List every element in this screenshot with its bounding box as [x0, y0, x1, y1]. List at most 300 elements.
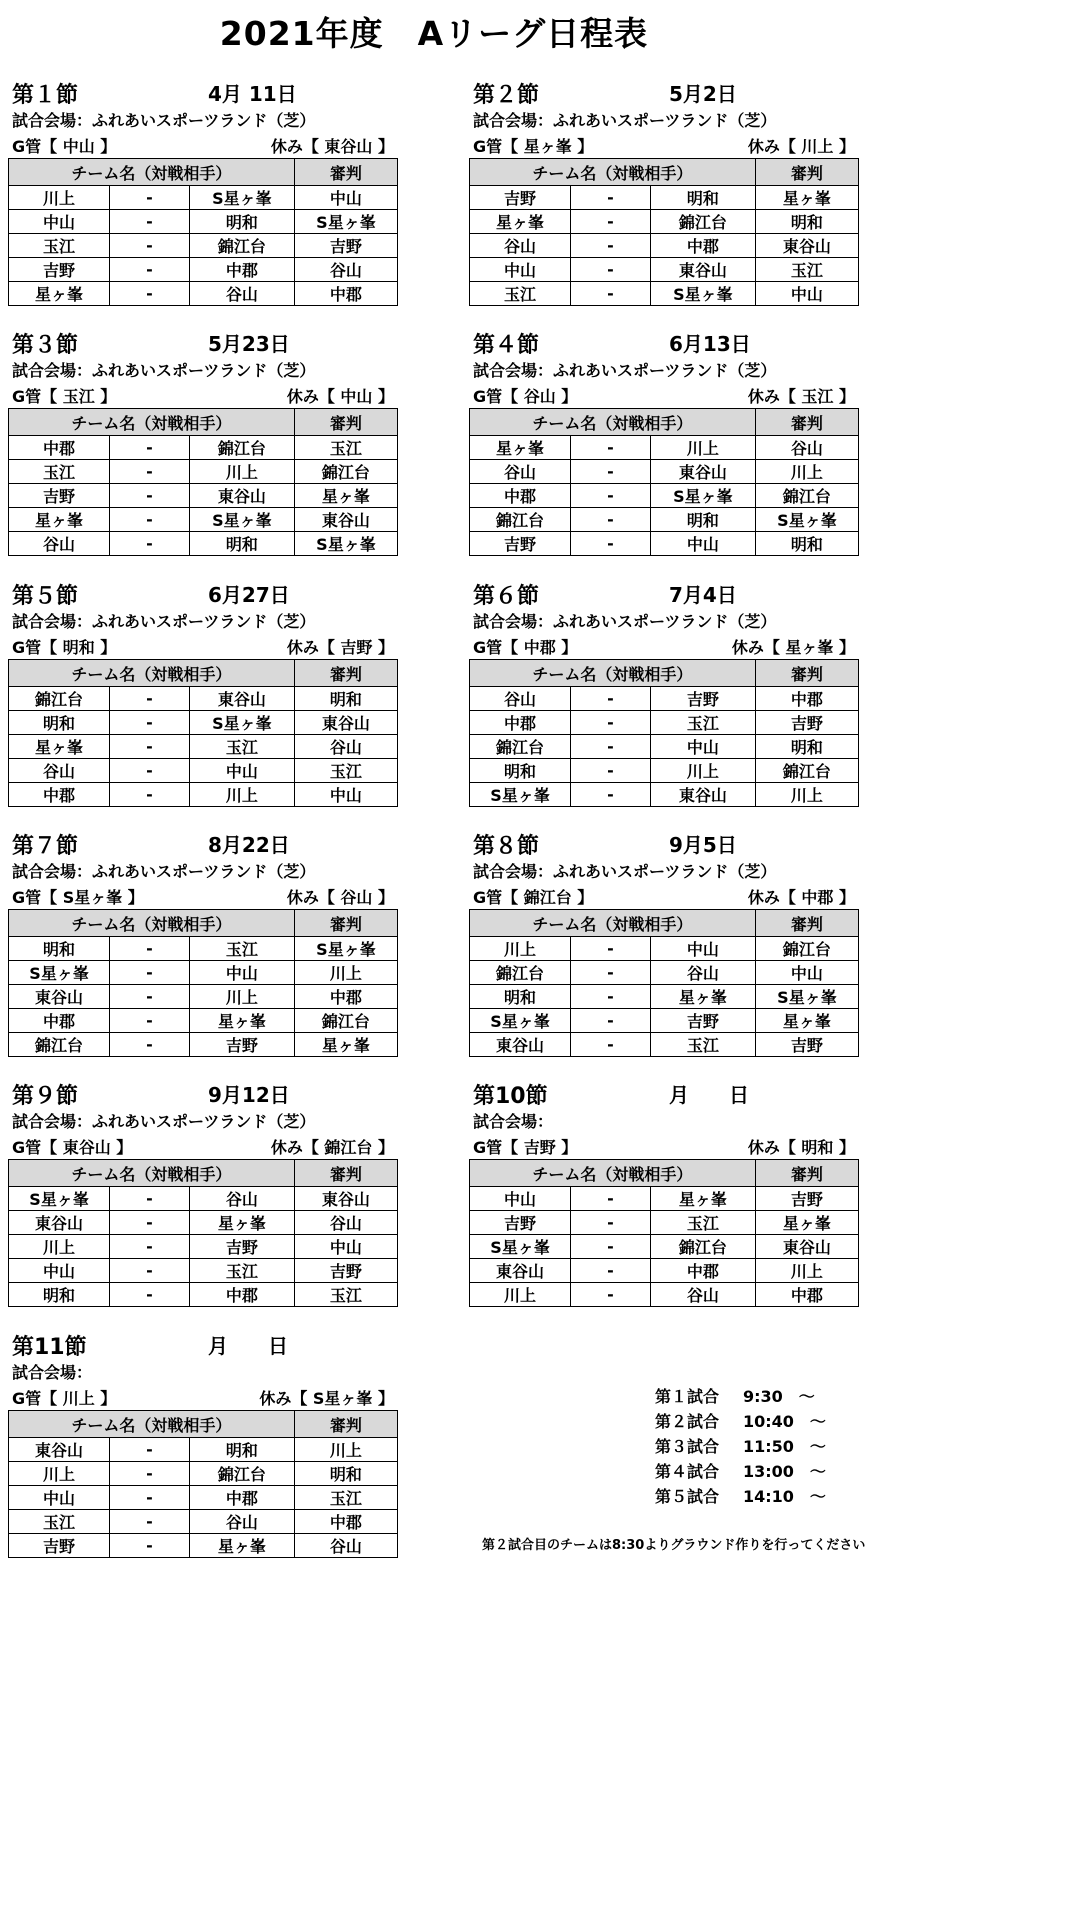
- team-home: 川上: [9, 186, 110, 210]
- team-away: 明和: [650, 186, 755, 210]
- team-away: S星ヶ峯: [650, 484, 755, 508]
- versus-dash: -: [571, 687, 651, 711]
- header-referee: 審判: [294, 1411, 397, 1438]
- round-section: [469, 577, 859, 807]
- team-away: S星ヶ峯: [189, 711, 294, 735]
- venue: 試合会場：ふれあいスポーツランド（芝）: [12, 111, 316, 130]
- team-away: 吉野: [650, 1009, 755, 1033]
- table-row: [9, 759, 398, 783]
- referee-team: 玉江: [294, 1486, 397, 1510]
- versus-dash: -: [110, 210, 190, 234]
- team-away: 谷山: [189, 282, 294, 306]
- versus-dash: -: [110, 1486, 190, 1510]
- versus-dash: -: [110, 436, 190, 460]
- table-header-row: [470, 1160, 859, 1187]
- team-away: 吉野: [650, 687, 755, 711]
- referee-team: 吉野: [755, 1033, 858, 1057]
- round-section: [8, 76, 398, 306]
- table-row: [9, 258, 398, 282]
- referee-team: 川上: [294, 961, 397, 985]
- versus-dash: -: [571, 460, 651, 484]
- versus-dash: -: [571, 1235, 651, 1259]
- match-time-row: [655, 1409, 855, 1434]
- team-away: 東谷山: [189, 687, 294, 711]
- ground-manager: G管【 中山 】: [12, 137, 117, 156]
- match-label: 第３試合: [655, 1437, 720, 1456]
- ground-manager-row: [8, 1133, 398, 1159]
- referee-team: 中郡: [294, 985, 397, 1009]
- team-home: 吉野: [470, 186, 571, 210]
- team-home: 東谷山: [470, 1033, 571, 1057]
- team-home: 吉野: [470, 532, 571, 556]
- header-team: チーム名（対戦相手）: [9, 159, 295, 186]
- venue: 試合会場：ふれあいスポーツランド（芝）: [473, 862, 777, 881]
- table-row: [9, 783, 398, 807]
- round-section: [8, 1077, 398, 1307]
- table-row: [470, 1259, 859, 1283]
- referee-team: 谷山: [294, 1534, 397, 1558]
- team-away: 明和: [189, 532, 294, 556]
- round-number: 第７節: [12, 834, 79, 859]
- round-date: 月 日: [208, 1334, 288, 1358]
- venue: 試合会場：ふれあいスポーツランド（芝）: [12, 1112, 316, 1131]
- team-away: 谷山: [650, 961, 755, 985]
- ground-manager-row: [8, 883, 398, 909]
- venue: 試合会場：: [473, 1112, 554, 1131]
- table-header-row: [470, 159, 859, 186]
- referee-team: 東谷山: [755, 1235, 858, 1259]
- versus-dash: -: [571, 210, 651, 234]
- round-header: [8, 76, 398, 108]
- header-referee: 審判: [755, 910, 858, 937]
- team-home: 吉野: [470, 1211, 571, 1235]
- versus-dash: -: [110, 1187, 190, 1211]
- match-table: [8, 158, 398, 306]
- header-referee: 審判: [755, 1160, 858, 1187]
- versus-dash: -: [571, 735, 651, 759]
- versus-dash: -: [571, 186, 651, 210]
- round-number: 第２節: [473, 83, 540, 108]
- ground-manager-row: [8, 633, 398, 659]
- team-away: 川上: [650, 759, 755, 783]
- round-header: [8, 827, 398, 859]
- header-referee: 審判: [294, 660, 397, 687]
- team-away: 中山: [189, 759, 294, 783]
- venue: 試合会場：ふれあいスポーツランド（芝）: [473, 111, 777, 130]
- round-section: [8, 577, 398, 807]
- referee-team: S星ヶ峯: [755, 508, 858, 532]
- team-away: 玉江: [650, 1033, 755, 1057]
- team-home: 星ヶ峯: [9, 282, 110, 306]
- round-number: 第10節: [473, 1084, 548, 1109]
- table-row: [470, 937, 859, 961]
- table-header-row: [9, 660, 398, 687]
- ground-manager: G管【 谷山 】: [473, 387, 578, 406]
- team-home: S星ヶ峯: [9, 961, 110, 985]
- ground-manager-row: [469, 883, 859, 909]
- table-row: [9, 436, 398, 460]
- team-home: 明和: [470, 759, 571, 783]
- match-table: [469, 408, 859, 556]
- table-row: [9, 1486, 398, 1510]
- team-away: 星ヶ峯: [189, 1211, 294, 1235]
- table-row: [470, 186, 859, 210]
- match-time: 14:10 ～: [743, 1487, 826, 1506]
- header-referee: 審判: [755, 159, 858, 186]
- versus-dash: -: [110, 186, 190, 210]
- team-away: 吉野: [189, 1235, 294, 1259]
- team-away: 玉江: [650, 1211, 755, 1235]
- match-time: 11:50 ～: [743, 1437, 826, 1456]
- table-row: [470, 258, 859, 282]
- versus-dash: -: [110, 282, 190, 306]
- referee-team: 東谷山: [294, 711, 397, 735]
- round-section: [469, 326, 859, 556]
- versus-dash: -: [571, 1283, 651, 1307]
- ground-manager: G管【 S星ヶ峯 】: [12, 888, 144, 907]
- table-row: [470, 484, 859, 508]
- table-row: [470, 985, 859, 1009]
- versus-dash: -: [110, 1462, 190, 1486]
- referee-team: 星ヶ峯: [294, 1033, 397, 1057]
- versus-dash: -: [110, 1009, 190, 1033]
- venue: 試合会場：: [12, 1363, 93, 1382]
- versus-dash: -: [110, 687, 190, 711]
- table-header-row: [9, 1160, 398, 1187]
- round-header: [8, 1328, 398, 1360]
- round-section: [469, 827, 859, 1057]
- referee-team: S星ヶ峯: [294, 210, 397, 234]
- versus-dash: -: [571, 783, 651, 807]
- team-away: 谷山: [189, 1510, 294, 1534]
- match-time-row: [655, 1459, 855, 1484]
- round-header: [469, 326, 859, 358]
- rest-team: 休み【 S星ヶ峯 】: [259, 1389, 394, 1408]
- table-row: [470, 436, 859, 460]
- ground-manager: G管【 星ヶ峯 】: [473, 137, 594, 156]
- table-row: [470, 759, 859, 783]
- ground-manager-row: [8, 382, 398, 408]
- versus-dash: -: [110, 1510, 190, 1534]
- referee-team: 錦江台: [755, 484, 858, 508]
- table-row: [470, 1009, 859, 1033]
- header-team: チーム名（対戦相手）: [9, 910, 295, 937]
- header-referee: 審判: [755, 660, 858, 687]
- table-header-row: [470, 910, 859, 937]
- table-row: [470, 735, 859, 759]
- table-header-row: [9, 409, 398, 436]
- header-team: チーム名（対戦相手）: [470, 159, 756, 186]
- team-away: 明和: [189, 210, 294, 234]
- match-label: 第２試合: [655, 1412, 720, 1431]
- rest-team: 休み【 東谷山 】: [270, 137, 394, 156]
- page-title: 2021年度 Aリーグ日程表: [219, 14, 649, 53]
- table-row: [470, 783, 859, 807]
- ground-manager: G管【 中郡 】: [473, 638, 578, 657]
- ground-manager: G管【 東谷山 】: [12, 1138, 133, 1157]
- rest-team: 休み【 錦江台 】: [270, 1138, 394, 1157]
- team-away: 中郡: [189, 1486, 294, 1510]
- table-row: [470, 460, 859, 484]
- versus-dash: -: [110, 735, 190, 759]
- team-away: 中山: [650, 735, 755, 759]
- team-home: 錦江台: [470, 735, 571, 759]
- referee-team: 玉江: [294, 1283, 397, 1307]
- team-home: 玉江: [9, 234, 110, 258]
- referee-team: 玉江: [755, 258, 858, 282]
- team-away: 明和: [189, 1438, 294, 1462]
- round-section: [8, 326, 398, 556]
- round-header: [8, 326, 398, 358]
- table-row: [470, 1033, 859, 1057]
- table-row: [9, 1438, 398, 1462]
- referee-team: S星ヶ峯: [294, 937, 397, 961]
- match-time: 13:00 ～: [743, 1462, 826, 1481]
- rest-team: 休み【 中郡 】: [747, 888, 855, 907]
- referee-team: 谷山: [294, 735, 397, 759]
- team-home: 谷山: [470, 234, 571, 258]
- table-row: [9, 1009, 398, 1033]
- versus-dash: -: [571, 532, 651, 556]
- versus-dash: -: [110, 1534, 190, 1558]
- venue: 試合会場：ふれあいスポーツランド（芝）: [473, 361, 777, 380]
- versus-dash: -: [571, 1033, 651, 1057]
- round-number: 第３節: [12, 333, 79, 358]
- match-time: 9:30 ～: [743, 1387, 815, 1406]
- match-label: 第１試合: [655, 1387, 720, 1406]
- team-away: S星ヶ峯: [650, 282, 755, 306]
- table-row: [9, 687, 398, 711]
- header-team: チーム名（対戦相手）: [470, 409, 756, 436]
- team-away: 玉江: [189, 937, 294, 961]
- round-number: 第１節: [12, 83, 79, 108]
- header-team: チーム名（対戦相手）: [9, 409, 295, 436]
- versus-dash: -: [110, 532, 190, 556]
- team-home: 玉江: [470, 282, 571, 306]
- match-table: [8, 1159, 398, 1307]
- table-row: [9, 282, 398, 306]
- referee-team: 星ヶ峯: [755, 1009, 858, 1033]
- referee-team: 吉野: [755, 1187, 858, 1211]
- team-home: 谷山: [470, 460, 571, 484]
- referee-team: 吉野: [755, 711, 858, 735]
- table-row: [9, 961, 398, 985]
- header-team: チーム名（対戦相手）: [9, 660, 295, 687]
- table-row: [470, 532, 859, 556]
- header-team: チーム名（対戦相手）: [470, 1160, 756, 1187]
- team-home: 明和: [470, 985, 571, 1009]
- table-row: [470, 210, 859, 234]
- referee-team: 谷山: [294, 258, 397, 282]
- versus-dash: -: [110, 234, 190, 258]
- team-home: 星ヶ峯: [470, 436, 571, 460]
- team-home: 錦江台: [470, 961, 571, 985]
- venue: 試合会場：ふれあいスポーツランド（芝）: [12, 862, 316, 881]
- team-home: 中山: [9, 210, 110, 234]
- team-away: 東谷山: [650, 258, 755, 282]
- team-away: 錦江台: [189, 1462, 294, 1486]
- team-home: 錦江台: [470, 508, 571, 532]
- table-row: [9, 1211, 398, 1235]
- referee-team: 星ヶ峯: [755, 1211, 858, 1235]
- round-number: 第５節: [12, 584, 79, 609]
- round-date: 6月27日: [208, 583, 290, 607]
- team-away: 川上: [189, 985, 294, 1009]
- table-row: [9, 711, 398, 735]
- table-row: [9, 508, 398, 532]
- match-table: [469, 909, 859, 1057]
- versus-dash: -: [571, 1259, 651, 1283]
- team-away: 中郡: [650, 1259, 755, 1283]
- referee-team: 中郡: [294, 1510, 397, 1534]
- table-row: [9, 1534, 398, 1558]
- referee-team: 川上: [755, 460, 858, 484]
- table-row: [9, 460, 398, 484]
- versus-dash: -: [571, 282, 651, 306]
- referee-team: 明和: [294, 687, 397, 711]
- team-home: 東谷山: [9, 985, 110, 1009]
- match-time: 10:40 ～: [743, 1412, 826, 1431]
- team-away: 東谷山: [189, 484, 294, 508]
- referee-team: 錦江台: [294, 1009, 397, 1033]
- referee-team: 中郡: [294, 282, 397, 306]
- team-away: 錦江台: [189, 234, 294, 258]
- round-number: 第８節: [473, 834, 540, 859]
- referee-team: 明和: [755, 735, 858, 759]
- round-date: 7月4日: [669, 583, 737, 607]
- table-header-row: [470, 660, 859, 687]
- table-row: [9, 937, 398, 961]
- team-home: S星ヶ峯: [470, 783, 571, 807]
- rest-team: 休み【 吉野 】: [286, 638, 394, 657]
- team-away: 谷山: [650, 1283, 755, 1307]
- ground-manager: G管【 吉野 】: [473, 1138, 578, 1157]
- round-date: 月 日: [669, 1083, 749, 1107]
- team-home: 東谷山: [9, 1438, 110, 1462]
- referee-team: S星ヶ峯: [755, 985, 858, 1009]
- match-label: 第５試合: [655, 1487, 720, 1506]
- team-home: 吉野: [9, 1534, 110, 1558]
- versus-dash: -: [110, 508, 190, 532]
- table-row: [9, 1187, 398, 1211]
- team-away: 川上: [650, 436, 755, 460]
- round-header: [8, 1077, 398, 1109]
- table-row: [470, 1211, 859, 1235]
- versus-dash: -: [571, 234, 651, 258]
- team-home: 中郡: [9, 783, 110, 807]
- round-date: 8月22日: [208, 833, 290, 857]
- referee-team: 錦江台: [755, 759, 858, 783]
- team-home: 谷山: [470, 687, 571, 711]
- round-date: 4月 11日: [208, 82, 297, 106]
- team-home: 玉江: [9, 1510, 110, 1534]
- team-home: 川上: [9, 1462, 110, 1486]
- referee-team: 中山: [294, 186, 397, 210]
- versus-dash: -: [110, 961, 190, 985]
- round-number: 第11節: [12, 1335, 87, 1360]
- table-row: [9, 532, 398, 556]
- table-row: [470, 508, 859, 532]
- referee-team: 玉江: [294, 436, 397, 460]
- team-away: 玉江: [189, 1259, 294, 1283]
- round-date: 9月5日: [669, 833, 737, 857]
- versus-dash: -: [571, 436, 651, 460]
- header-referee: 審判: [294, 910, 397, 937]
- team-home: 吉野: [9, 258, 110, 282]
- versus-dash: -: [110, 460, 190, 484]
- versus-dash: -: [571, 1187, 651, 1211]
- table-row: [9, 1033, 398, 1057]
- team-away: 星ヶ峯: [650, 985, 755, 1009]
- versus-dash: -: [571, 711, 651, 735]
- team-home: 吉野: [9, 484, 110, 508]
- versus-dash: -: [571, 508, 651, 532]
- match-time-row: [655, 1434, 855, 1459]
- team-away: 中郡: [189, 1283, 294, 1307]
- ground-manager-row: [469, 132, 859, 158]
- versus-dash: -: [571, 759, 651, 783]
- team-away: 星ヶ峯: [189, 1534, 294, 1558]
- team-home: 谷山: [9, 759, 110, 783]
- match-table: [469, 659, 859, 807]
- team-home: 川上: [470, 937, 571, 961]
- referee-team: 明和: [294, 1462, 397, 1486]
- round-number: 第４節: [473, 333, 540, 358]
- round-section: [8, 827, 398, 1057]
- versus-dash: -: [110, 759, 190, 783]
- team-away: 東谷山: [650, 783, 755, 807]
- table-row: [470, 1283, 859, 1307]
- round-date: 9月12日: [208, 1083, 290, 1107]
- versus-dash: -: [571, 961, 651, 985]
- table-row: [470, 687, 859, 711]
- referee-team: S星ヶ峯: [294, 532, 397, 556]
- ground-manager: G管【 明和 】: [12, 638, 117, 657]
- table-header-row: [9, 910, 398, 937]
- team-home: 錦江台: [9, 687, 110, 711]
- table-row: [9, 1283, 398, 1307]
- versus-dash: -: [110, 1211, 190, 1235]
- header-team: チーム名（対戦相手）: [9, 1411, 295, 1438]
- table-row: [9, 1462, 398, 1486]
- round-number: 第９節: [12, 1084, 79, 1109]
- team-home: 東谷山: [9, 1211, 110, 1235]
- team-away: 中郡: [189, 258, 294, 282]
- team-home: 中山: [9, 1259, 110, 1283]
- table-row: [9, 1259, 398, 1283]
- versus-dash: -: [571, 484, 651, 508]
- team-away: 中山: [189, 961, 294, 985]
- rest-team: 休み【 玉江 】: [747, 387, 855, 406]
- table-row: [470, 234, 859, 258]
- team-away: 玉江: [650, 711, 755, 735]
- referee-team: 吉野: [294, 234, 397, 258]
- rest-team: 休み【 谷山 】: [286, 888, 394, 907]
- versus-dash: -: [110, 258, 190, 282]
- versus-dash: -: [110, 937, 190, 961]
- table-header-row: [470, 409, 859, 436]
- referee-team: 川上: [755, 1259, 858, 1283]
- referee-team: 星ヶ峯: [755, 186, 858, 210]
- team-away: 錦江台: [650, 210, 755, 234]
- team-home: S星ヶ峯: [470, 1235, 571, 1259]
- team-home: 明和: [9, 711, 110, 735]
- referee-team: 中山: [294, 1235, 397, 1259]
- team-home: 中郡: [9, 436, 110, 460]
- round-number: 第６節: [473, 584, 540, 609]
- versus-dash: -: [571, 1211, 651, 1235]
- team-away: 中山: [650, 532, 755, 556]
